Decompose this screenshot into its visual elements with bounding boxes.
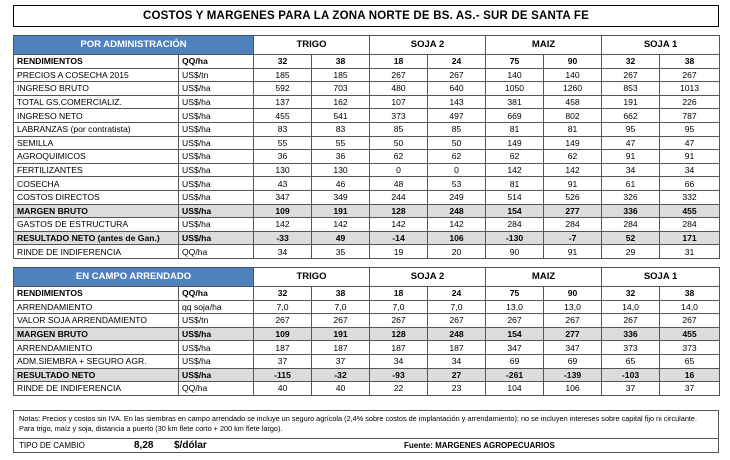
row-label: RESULTADO NETO <box>14 368 179 382</box>
value-cell: 38 <box>312 287 370 301</box>
value-cell: 32 <box>254 287 312 301</box>
row-unit: US$/ha <box>179 136 254 150</box>
value-cell: 53 <box>428 177 486 191</box>
value-cell: 381 <box>486 95 544 109</box>
value-cell: 480 <box>370 82 428 96</box>
value-cell: 95 <box>660 122 720 136</box>
value-cell: 142 <box>370 218 428 232</box>
value-cell: -261 <box>486 368 544 382</box>
costs-report <box>13 5 719 455</box>
value-cell: 455 <box>660 204 720 218</box>
value-cell: 249 <box>428 190 486 204</box>
value-cell: 326 <box>602 190 660 204</box>
footer-bar <box>13 438 719 453</box>
row-unit: QQ/ha <box>179 245 254 259</box>
value-cell: 91 <box>544 177 602 191</box>
value-cell: 787 <box>660 109 720 123</box>
row-unit: qq soja/ha <box>179 300 254 314</box>
value-cell: 34 <box>254 245 312 259</box>
value-cell: 171 <box>660 231 720 245</box>
value-cell: 7,0 <box>370 300 428 314</box>
crop-header: SOJA 2 <box>370 36 486 55</box>
crop-header: MAIZ <box>486 268 602 287</box>
row-label: AGROQUIMICOS <box>14 150 179 164</box>
value-cell: 22 <box>370 382 428 396</box>
value-cell: 38 <box>660 287 720 301</box>
value-cell: 154 <box>486 204 544 218</box>
row-label: ADM.SIEMBRA + SEGURO AGR. <box>14 354 179 368</box>
value-cell: 91 <box>544 245 602 259</box>
value-cell: 142 <box>428 218 486 232</box>
value-cell: 142 <box>486 163 544 177</box>
row-label: MARGEN BRUTO <box>14 327 179 341</box>
value-cell: 669 <box>486 109 544 123</box>
value-cell: 284 <box>486 218 544 232</box>
row-label: INGRESO NETO <box>14 109 179 123</box>
value-cell: 23 <box>428 382 486 396</box>
value-cell: 336 <box>602 204 660 218</box>
value-cell: 20 <box>428 245 486 259</box>
value-cell: 40 <box>312 382 370 396</box>
value-cell: 34 <box>660 163 720 177</box>
value-cell: 75 <box>486 55 544 69</box>
value-cell: 142 <box>312 218 370 232</box>
value-cell: 109 <box>254 204 312 218</box>
row-unit: QQ/ha <box>179 382 254 396</box>
value-cell: 66 <box>660 177 720 191</box>
value-cell: 142 <box>544 163 602 177</box>
value-cell: -33 <box>254 231 312 245</box>
value-cell: 802 <box>544 109 602 123</box>
value-cell: 267 <box>660 68 720 82</box>
value-cell: 65 <box>660 354 720 368</box>
value-cell: 191 <box>312 204 370 218</box>
value-cell: 50 <box>370 136 428 150</box>
value-cell: 1260 <box>544 82 602 96</box>
row-unit: US$/ha <box>179 163 254 177</box>
header-row <box>14 36 720 55</box>
value-cell: 13,0 <box>544 300 602 314</box>
value-cell: 7,0 <box>428 300 486 314</box>
value-cell: 142 <box>254 218 312 232</box>
value-cell: 226 <box>660 95 720 109</box>
table-row <box>14 354 720 368</box>
notes-text: Notas: Precios y costos sin IVA. En las siembras en campo arrendado se incluye un seguro agrícola (2,4% sobre costos de implantación y arrendamiento); no se incluyen intereses sobre capital fijo ni circulante. Para trigo, maíz y soja, distancia a puerto (30 km flete corto + 200 km flete largo). <box>13 410 719 438</box>
value-cell: 853 <box>602 82 660 96</box>
table-row <box>14 368 720 382</box>
value-cell: 38 <box>312 55 370 69</box>
table-row <box>14 218 720 232</box>
value-cell: 69 <box>486 354 544 368</box>
value-cell: 455 <box>254 109 312 123</box>
value-cell: 140 <box>486 68 544 82</box>
value-cell: 526 <box>544 190 602 204</box>
value-cell: 47 <box>602 136 660 150</box>
value-cell: 48 <box>370 177 428 191</box>
table-row <box>14 327 720 341</box>
row-label: RINDE DE INDIFERENCIA <box>14 382 179 396</box>
row-unit: US$/ha <box>179 354 254 368</box>
value-cell: 248 <box>428 204 486 218</box>
report-title: COSTOS Y MARGENES PARA LA ZONA NORTE DE BS. AS.- SUR DE SANTA FE <box>13 5 719 27</box>
row-unit: US$/ha <box>179 368 254 382</box>
value-cell: 18 <box>370 287 428 301</box>
table-row <box>14 341 720 355</box>
table-row <box>14 382 720 396</box>
value-cell: 373 <box>370 109 428 123</box>
value-cell: 38 <box>660 55 720 69</box>
value-cell: 24 <box>428 55 486 69</box>
value-cell: 128 <box>370 327 428 341</box>
section-title: EN CAMPO ARRENDADO <box>14 268 254 287</box>
value-cell: 162 <box>312 95 370 109</box>
row-label: PRECIOS A COSECHA 2015 <box>14 68 179 82</box>
table-row <box>14 231 720 245</box>
value-cell: 592 <box>254 82 312 96</box>
row-unit: US$/ha <box>179 231 254 245</box>
value-cell: 185 <box>312 68 370 82</box>
value-cell: -7 <box>544 231 602 245</box>
table-row <box>14 177 720 191</box>
value-cell: -14 <box>370 231 428 245</box>
value-cell: 284 <box>660 218 720 232</box>
value-cell: 90 <box>544 55 602 69</box>
exchange-rate-label: TIPO DE CAMBIO <box>19 441 85 450</box>
row-unit: US$/ha <box>179 150 254 164</box>
value-cell: 267 <box>428 314 486 328</box>
value-cell: 81 <box>486 122 544 136</box>
value-cell: 149 <box>544 136 602 150</box>
value-cell: 91 <box>602 150 660 164</box>
value-cell: 37 <box>660 382 720 396</box>
value-cell: 24 <box>428 287 486 301</box>
value-cell: 32 <box>602 287 660 301</box>
value-cell: 244 <box>370 190 428 204</box>
table-row <box>14 287 720 301</box>
rented-field-table <box>13 267 720 396</box>
value-cell: 81 <box>486 177 544 191</box>
value-cell: 267 <box>312 314 370 328</box>
crop-header: TRIGO <box>254 268 370 287</box>
table-row <box>14 109 720 123</box>
row-label: COSECHA <box>14 177 179 191</box>
crop-header: SOJA 1 <box>602 36 720 55</box>
crop-header: TRIGO <box>254 36 370 55</box>
row-label: GASTOS DE ESTRUCTURA <box>14 218 179 232</box>
value-cell: 55 <box>254 136 312 150</box>
value-cell: 277 <box>544 327 602 341</box>
value-cell: 85 <box>370 122 428 136</box>
value-cell: 187 <box>428 341 486 355</box>
row-unit: US$/ha <box>179 122 254 136</box>
value-cell: 267 <box>660 314 720 328</box>
value-cell: 81 <box>544 122 602 136</box>
value-cell: 373 <box>602 341 660 355</box>
row-unit: US$/ha <box>179 109 254 123</box>
table-row <box>14 122 720 136</box>
section-title: POR ADMINISTRACIÓN <box>14 36 254 55</box>
value-cell: 277 <box>544 204 602 218</box>
row-unit: US$/ha <box>179 204 254 218</box>
value-cell: 514 <box>486 190 544 204</box>
value-cell: 7,0 <box>312 300 370 314</box>
value-cell: 61 <box>602 177 660 191</box>
value-cell: 34 <box>370 354 428 368</box>
value-cell: 497 <box>428 109 486 123</box>
row-unit: US$/tn <box>179 68 254 82</box>
value-cell: -130 <box>486 231 544 245</box>
value-cell: 83 <box>312 122 370 136</box>
value-cell: -115 <box>254 368 312 382</box>
value-cell: 267 <box>428 68 486 82</box>
value-cell: 185 <box>254 68 312 82</box>
row-label: TOTAL GS.COMERCIALIZ. <box>14 95 179 109</box>
value-cell: 0 <box>370 163 428 177</box>
row-unit: US$/ha <box>179 190 254 204</box>
value-cell: 83 <box>254 122 312 136</box>
table-row <box>14 245 720 259</box>
row-label: ARRENDAMIENTO <box>14 300 179 314</box>
value-cell: 347 <box>254 190 312 204</box>
table-row <box>14 314 720 328</box>
value-cell: 107 <box>370 95 428 109</box>
value-cell: 347 <box>486 341 544 355</box>
value-cell: 52 <box>602 231 660 245</box>
value-cell: 32 <box>254 55 312 69</box>
value-cell: 95 <box>602 122 660 136</box>
value-cell: 90 <box>544 287 602 301</box>
table-row <box>14 95 720 109</box>
row-label: VALOR SOJA ARRENDAMIENTO <box>14 314 179 328</box>
value-cell: 27 <box>428 368 486 382</box>
crop-header: SOJA 1 <box>602 268 720 287</box>
value-cell: -32 <box>312 368 370 382</box>
row-unit: US$/ha <box>179 95 254 109</box>
row-label: LABRANZAS (por contratista) <box>14 122 179 136</box>
value-cell: 43 <box>254 177 312 191</box>
value-cell: 267 <box>370 68 428 82</box>
table-row <box>14 300 720 314</box>
row-label: RENDIMIENTOS <box>14 287 179 301</box>
value-cell: 336 <box>602 327 660 341</box>
header-row <box>14 268 720 287</box>
row-label: ARRENDAMIENTO <box>14 341 179 355</box>
value-cell: -103 <box>602 368 660 382</box>
value-cell: 248 <box>428 327 486 341</box>
value-cell: 149 <box>486 136 544 150</box>
value-cell: 14,0 <box>660 300 720 314</box>
table-row <box>14 204 720 218</box>
table-row <box>14 68 720 82</box>
row-unit: US$/ha <box>179 82 254 96</box>
value-cell: 284 <box>602 218 660 232</box>
administration-table <box>13 35 720 259</box>
value-cell: 47 <box>660 136 720 150</box>
value-cell: 187 <box>254 341 312 355</box>
table-row <box>14 190 720 204</box>
value-cell: 106 <box>428 231 486 245</box>
value-cell: 65 <box>602 354 660 368</box>
value-cell: 55 <box>312 136 370 150</box>
value-cell: 106 <box>544 382 602 396</box>
value-cell: 18 <box>370 55 428 69</box>
value-cell: 46 <box>312 177 370 191</box>
crop-header: MAIZ <box>486 36 602 55</box>
value-cell: 109 <box>254 327 312 341</box>
value-cell: 130 <box>254 163 312 177</box>
value-cell: 104 <box>486 382 544 396</box>
exchange-rate-value: 8,28 <box>134 440 154 451</box>
value-cell: 349 <box>312 190 370 204</box>
value-cell: 373 <box>660 341 720 355</box>
value-cell: 347 <box>544 341 602 355</box>
value-cell: 703 <box>312 82 370 96</box>
table-row <box>14 82 720 96</box>
value-cell: 35 <box>312 245 370 259</box>
value-cell: 640 <box>428 82 486 96</box>
row-unit: US$/ha <box>179 177 254 191</box>
value-cell: -93 <box>370 368 428 382</box>
row-label: RENDIMIENTOS <box>14 55 179 69</box>
value-cell: 62 <box>428 150 486 164</box>
value-cell: 128 <box>370 204 428 218</box>
value-cell: 1013 <box>660 82 720 96</box>
value-cell: 458 <box>544 95 602 109</box>
value-cell: 0 <box>428 163 486 177</box>
value-cell: 332 <box>660 190 720 204</box>
value-cell: 284 <box>544 218 602 232</box>
value-cell: 37 <box>254 354 312 368</box>
value-cell: 29 <box>602 245 660 259</box>
row-unit: US$/ha <box>179 218 254 232</box>
row-unit: US$/tn <box>179 314 254 328</box>
exchange-rate-unit: $/dólar <box>174 440 207 451</box>
value-cell: 90 <box>486 245 544 259</box>
value-cell: 16 <box>660 368 720 382</box>
value-cell: 140 <box>544 68 602 82</box>
value-cell: 267 <box>254 314 312 328</box>
value-cell: 31 <box>660 245 720 259</box>
value-cell: 37 <box>602 382 660 396</box>
value-cell: 34 <box>428 354 486 368</box>
row-label: RESULTADO NETO (antes de Gan.) <box>14 231 179 245</box>
value-cell: 62 <box>370 150 428 164</box>
table-row <box>14 150 720 164</box>
value-cell: 7,0 <box>254 300 312 314</box>
value-cell: 154 <box>486 327 544 341</box>
source-note: Fuente: MARGENES AGROPECUARIOS <box>404 441 555 450</box>
value-cell: 267 <box>602 314 660 328</box>
row-label: SEMILLA <box>14 136 179 150</box>
row-label: FERTILIZANTES <box>14 163 179 177</box>
value-cell: 267 <box>602 68 660 82</box>
value-cell: 69 <box>544 354 602 368</box>
crop-header: SOJA 2 <box>370 268 486 287</box>
value-cell: 191 <box>312 327 370 341</box>
value-cell: 36 <box>312 150 370 164</box>
value-cell: 455 <box>660 327 720 341</box>
row-unit: US$/ha <box>179 327 254 341</box>
value-cell: 34 <box>602 163 660 177</box>
value-cell: 130 <box>312 163 370 177</box>
value-cell: 14,0 <box>602 300 660 314</box>
value-cell: 541 <box>312 109 370 123</box>
value-cell: 191 <box>602 95 660 109</box>
value-cell: 13,0 <box>486 300 544 314</box>
table-row <box>14 163 720 177</box>
row-unit: QQ/ha <box>179 287 254 301</box>
row-label: INGRESO BRUTO <box>14 82 179 96</box>
value-cell: 50 <box>428 136 486 150</box>
value-cell: 187 <box>370 341 428 355</box>
value-cell: 40 <box>254 382 312 396</box>
value-cell: 37 <box>312 354 370 368</box>
value-cell: -139 <box>544 368 602 382</box>
value-cell: 62 <box>544 150 602 164</box>
value-cell: 267 <box>486 314 544 328</box>
value-cell: 49 <box>312 231 370 245</box>
value-cell: 662 <box>602 109 660 123</box>
row-label: MARGEN BRUTO <box>14 204 179 218</box>
value-cell: 91 <box>660 150 720 164</box>
table-row <box>14 55 720 69</box>
value-cell: 19 <box>370 245 428 259</box>
row-label: COSTOS DIRECTOS <box>14 190 179 204</box>
value-cell: 137 <box>254 95 312 109</box>
row-unit: QQ/ha <box>179 55 254 69</box>
value-cell: 267 <box>370 314 428 328</box>
value-cell: 62 <box>486 150 544 164</box>
value-cell: 85 <box>428 122 486 136</box>
value-cell: 143 <box>428 95 486 109</box>
value-cell: 36 <box>254 150 312 164</box>
value-cell: 75 <box>486 287 544 301</box>
table-row <box>14 136 720 150</box>
row-unit: US$/ha <box>179 341 254 355</box>
value-cell: 32 <box>602 55 660 69</box>
row-label: RINDE DE INDIFERENCIA <box>14 245 179 259</box>
value-cell: 1050 <box>486 82 544 96</box>
value-cell: 267 <box>544 314 602 328</box>
value-cell: 187 <box>312 341 370 355</box>
